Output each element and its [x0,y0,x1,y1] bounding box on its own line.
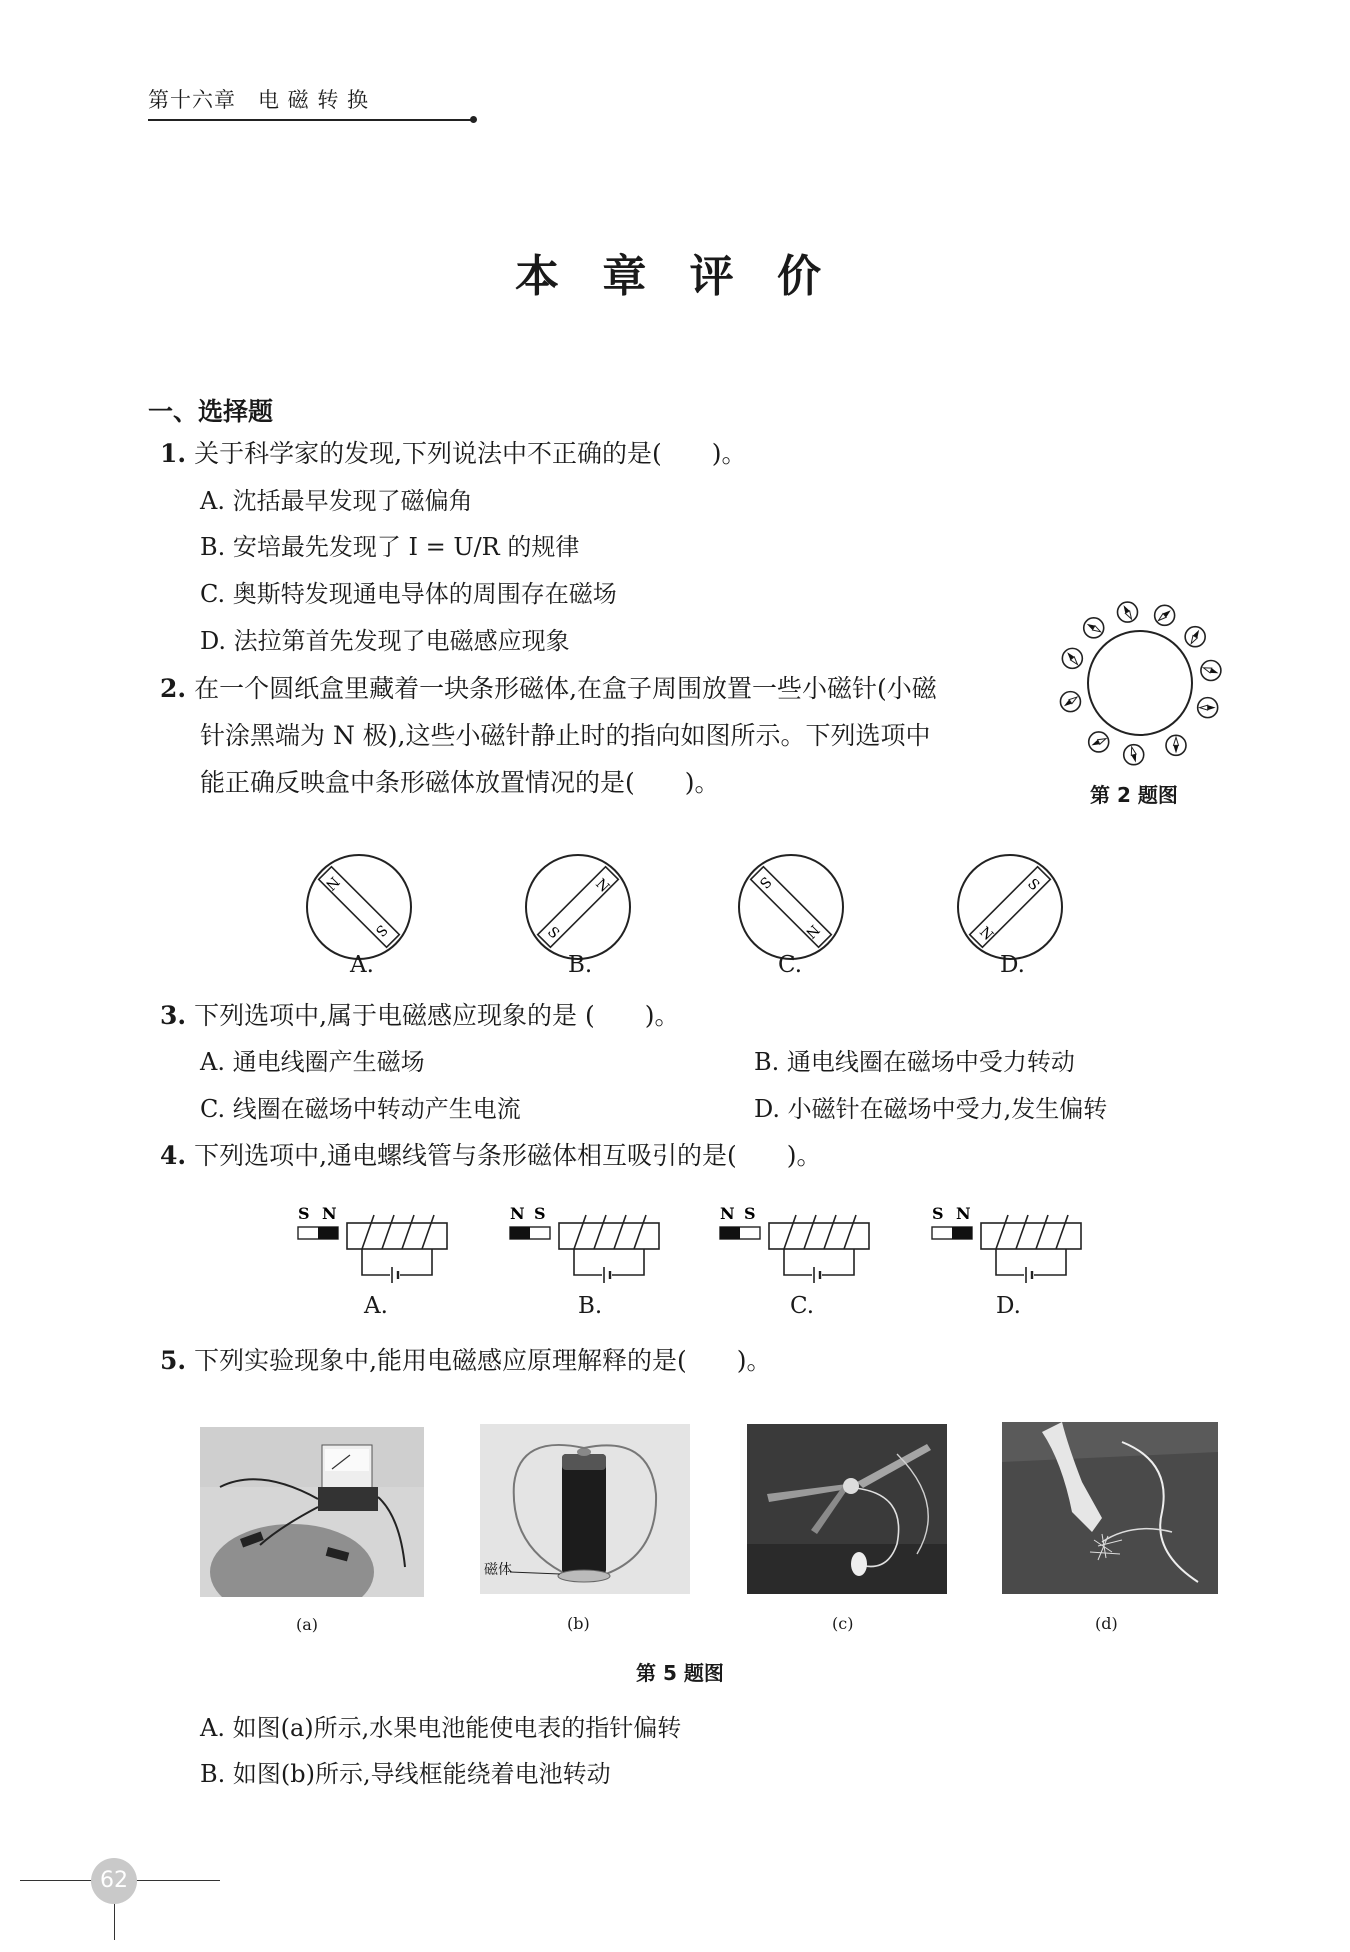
photo-b-homopolar-motor [480,1424,690,1594]
compass-needle [1084,618,1104,638]
footer-vertical-rule [114,1900,115,1940]
compass-needle [1155,605,1175,625]
magnet-pole-label: S [932,1205,944,1223]
header-dot [470,116,477,123]
q3-option-d: D. 小磁针在磁场中受力,发生偏转 [754,1095,1108,1123]
q2-options-figure [295,835,1095,985]
page-number: 62 [100,1868,128,1893]
question-number: 1. [160,439,187,468]
question-5 [160,1345,772,1377]
magnet-pole-label: S [298,1205,310,1223]
q3-option-a: A. 通电线圈产生磁场 [200,1048,425,1076]
q4-solenoid-figure [290,1205,1090,1295]
question-stem: 下列选项中,通电螺线管与条形磁体相互吸引的是( )。 [194,1141,822,1170]
magnet-pole-label: N [720,1205,735,1223]
q2-option-diagram [526,855,630,959]
magnet-pole-label: S [372,921,391,940]
question-stem-line: 能正确反映盒中条形磁体放置情况的是( )。 [200,768,720,797]
q2-option-b-label: B. [568,952,593,978]
q2-option-diagram [307,855,411,959]
compass-needle [1089,732,1109,752]
question-1 [160,438,747,470]
q1-option-c: C. 奥斯特发现通电导体的周围存在磁场 [200,580,617,608]
magnet-pole-label: N [322,1205,337,1223]
q2-option-diagram [958,855,1062,959]
magnet-pole-label: S [544,923,563,943]
q1-option-b: B. 安培最先发现了 I = U/R 的规律 [200,533,580,561]
question-4 [160,1140,822,1172]
q2-option-c-label: C. [778,952,803,978]
running-header: 第十六章 电 磁 转 换 [148,88,370,112]
section-heading: 一、选择题 [148,397,274,426]
photo-a-label: (a) [296,1615,319,1634]
question-stem-line: 在一个圆纸盒里藏着一块条形磁体,在盒子周围放置一些小磁针(小磁 [194,674,937,703]
magnet-pole-label: N [322,873,343,894]
compass-needle [1062,648,1082,668]
q1-option-d: D. 法拉第首先发现了电磁感应现象 [200,627,570,655]
compass-needle [1201,660,1221,680]
question-stem: 关于科学家的发现,下列说法中不正确的是( )。 [194,439,747,468]
question-stem: 下列选项中,属于电磁感应现象的是 ( )。 [194,1001,680,1030]
question-number: 2. [160,674,187,703]
q2-option-a-label: A. [350,952,374,978]
q3-option-b: B. 通电线圈在磁场中受力转动 [754,1048,1075,1076]
compass-needle [1117,602,1137,622]
q4-option-diagram [720,1205,869,1283]
q5-option-a: A. 如图(a)所示,水果电池能使电表的指针偏转 [200,1714,682,1742]
magnet-pole-label: S [1024,875,1043,894]
question-stem-line: 针涂黑端为 N 极),这些小磁针静止时的指向如图所示。下列选项中 [200,721,931,750]
magnet-pole-label: N [956,1205,971,1223]
photo-b-label: (b) [567,1614,590,1633]
magnet-pole-label: S [744,1205,756,1223]
question-number: 3. [160,1001,187,1030]
compass-needle [1124,745,1144,765]
q3-option-c: C. 线圈在磁场中转动产生电流 [200,1095,521,1123]
question-stem: 下列实验现象中,能用电磁感应原理解释的是( )。 [194,1346,772,1375]
q4-option-diagram [298,1205,447,1283]
question-number: 4. [160,1141,187,1170]
q4-option-a-label: A. [364,1293,388,1319]
compass-needle [1166,735,1186,755]
question-2 [160,665,937,806]
q4-option-d-label: D. [996,1293,1021,1319]
photo-a-fruit-battery [200,1427,424,1597]
q2-option-d-label: D. [1000,952,1025,978]
q5-option-b: B. 如图(b)所示,导线框能绕着电池转动 [200,1760,611,1788]
photo-d-label: (d) [1095,1614,1118,1633]
figure-5-caption: 第 5 题图 [636,1661,724,1685]
compass-needle [1185,627,1205,647]
q4-option-diagram [932,1205,1081,1283]
question-3 [160,1000,679,1032]
compass-needle [1198,698,1218,718]
photo-b-magnet-label: 磁体 [484,1562,512,1578]
question-number: 5. [160,1346,187,1375]
magnet-pole-label: S [534,1205,546,1223]
magnet-pole-label: N [592,875,613,896]
q4-option-b-label: B. [578,1293,603,1319]
photo-c-label: (c) [832,1614,854,1633]
q4-option-c-label: C. [790,1293,815,1319]
figure-2-caption: 第 2 题图 [1090,783,1178,807]
photo-d-hand-wires [1002,1422,1218,1594]
magnet-pole-label: N [976,923,997,944]
chapter-review-title: 本 章 评 价 [515,251,835,302]
q4-option-diagram [510,1205,659,1283]
photo-c-fan-generator [747,1424,947,1594]
q1-option-a: A. 沈括最早发现了磁偏角 [200,487,473,515]
q2-option-diagram [739,855,843,959]
compass-ring-figure [1052,600,1232,770]
compass-needle [1060,692,1080,712]
magnet-pole-label: S [755,873,775,892]
header-rule [148,119,474,121]
magnet-pole-label: N [802,921,823,942]
magnet-pole-label: N [510,1205,525,1223]
